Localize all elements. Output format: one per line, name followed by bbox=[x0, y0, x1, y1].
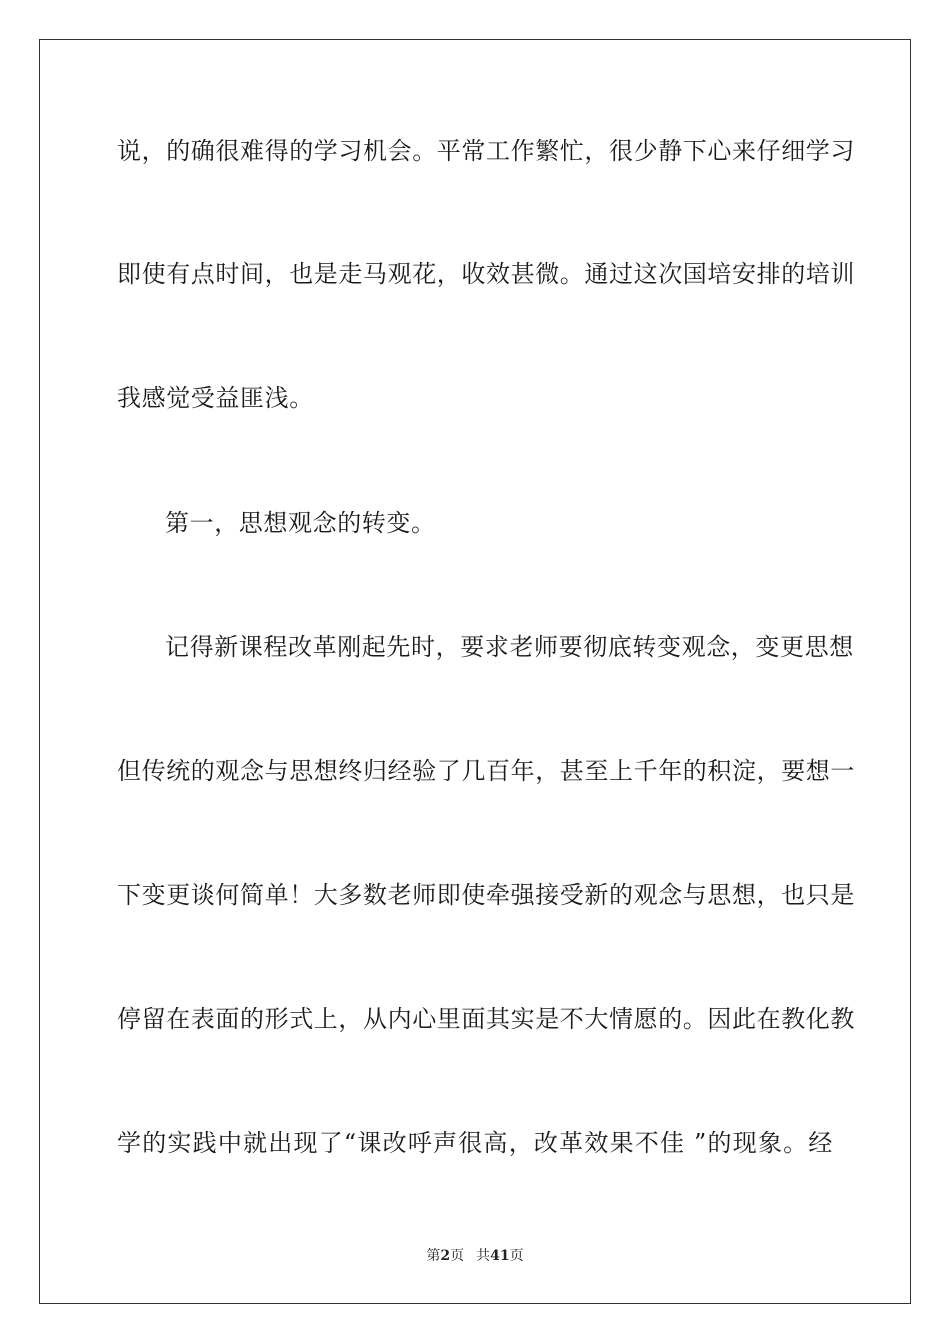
page-suffix: 页 bbox=[450, 1248, 465, 1264]
page-border bbox=[39, 39, 911, 1304]
body-line-3: 我感觉受益匪浅。 bbox=[117, 384, 314, 412]
body-line-7: 下变更谈何简单！大多数老师即使牵强接受新的观念与思想，也只是 bbox=[117, 881, 855, 909]
body-line-8: 停留在表面的形式上，从内心里面其实是不大情愿的。因此在教化教 bbox=[117, 1005, 855, 1033]
page-prefix: 第 bbox=[426, 1248, 441, 1264]
body-line-2: 即使有点时间，也是走马观花，收效甚微。通过这次国培安排的培训 bbox=[117, 260, 855, 288]
page-footer bbox=[0, 1247, 950, 1265]
total-pages: 41 bbox=[490, 1248, 510, 1264]
page-number: 2 bbox=[440, 1248, 451, 1264]
body-line-1: 说，的确很难得的学习机会。平常工作繁忙，很少静下心来仔细学习 bbox=[117, 137, 855, 165]
body-line-5: 记得新课程改革刚起先时，要求老师要彻底转变观念，变更思想 bbox=[165, 633, 854, 661]
total-suffix: 页 bbox=[509, 1248, 524, 1264]
body-line-6: 但传统的观念与思想终归经验了几百年，甚至上千年的积淀，要想一 bbox=[117, 757, 855, 785]
total-prefix: 共 bbox=[476, 1248, 491, 1264]
section-heading: 第一，思想观念的转变。 bbox=[165, 509, 436, 537]
body-line-9: 学的实践中就出现了“课改呼声很高，改革效果不佳 ”的现象。经 bbox=[117, 1129, 833, 1157]
